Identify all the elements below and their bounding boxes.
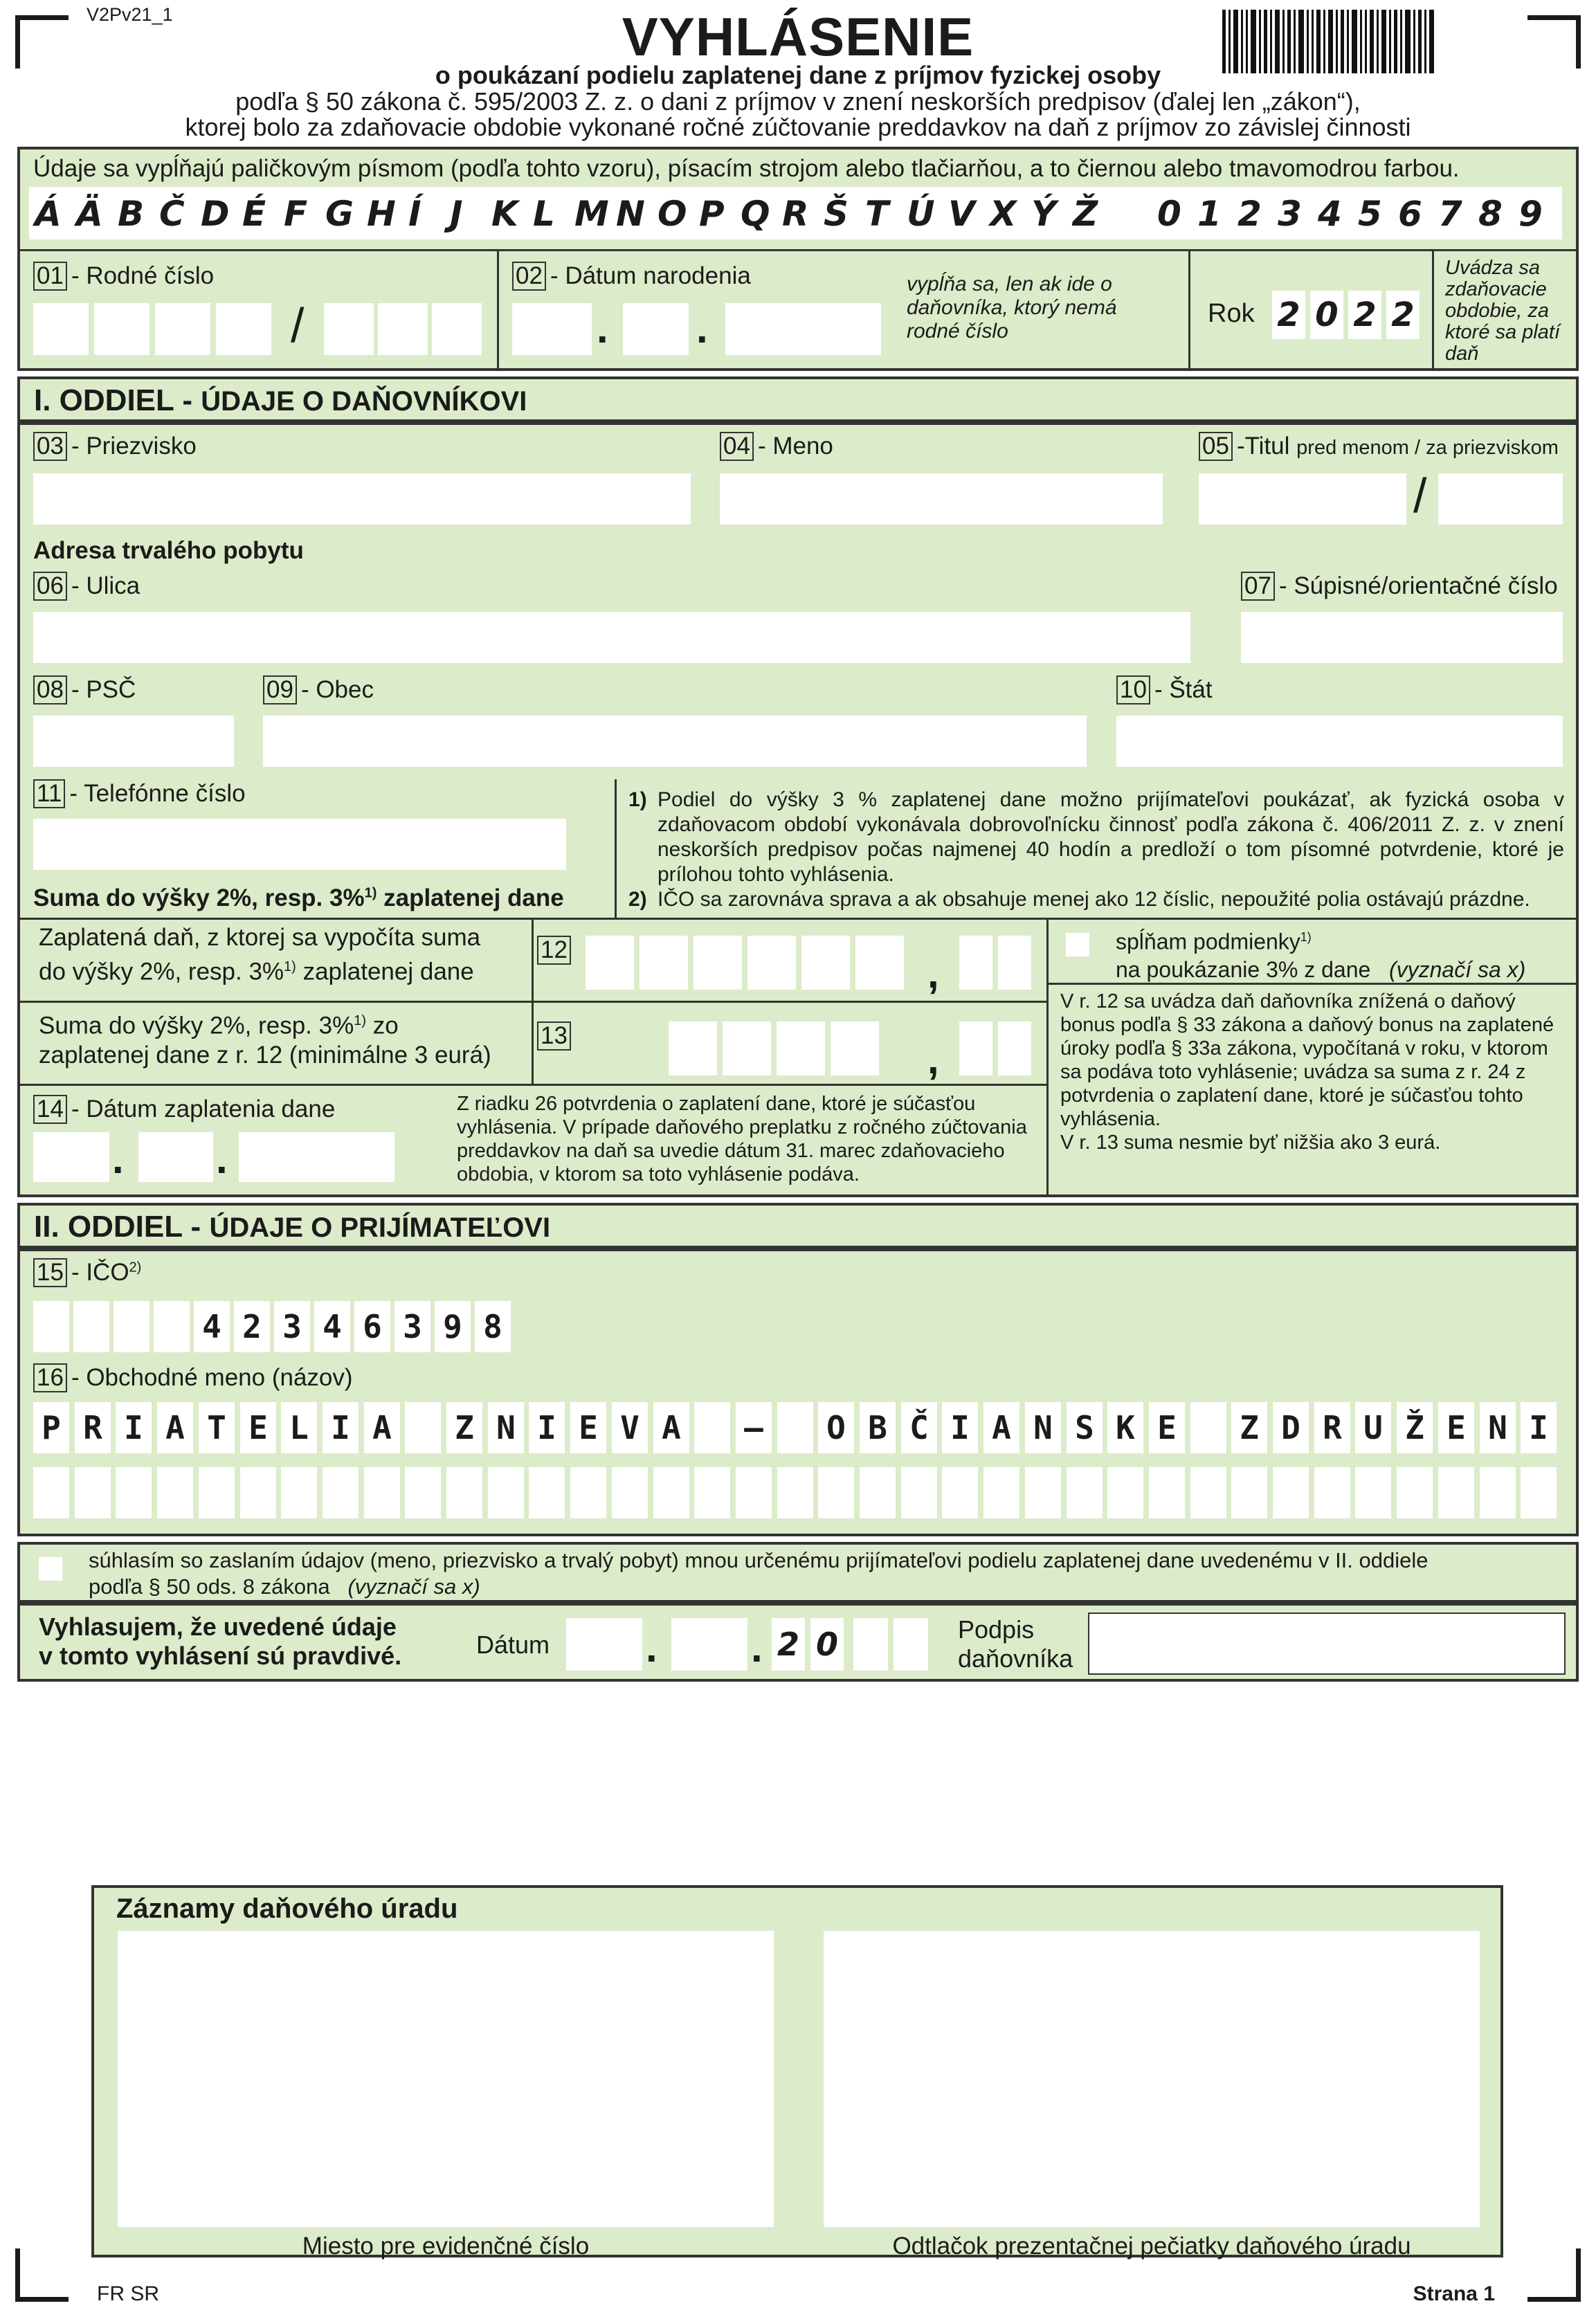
registration-number-area[interactable] (118, 1931, 774, 2227)
sample-digit: 9 (1518, 194, 1543, 234)
address-heading: Adresa trvalého pobytu (33, 537, 304, 564)
sample-digit: 8 (1478, 194, 1503, 234)
business-name-char-cell[interactable] (1190, 1467, 1226, 1518)
sample-letter: R (782, 194, 809, 234)
form-title: VYHLÁSENIE (622, 6, 974, 67)
label-surname: 03 - Priezvisko (33, 432, 197, 461)
amount-digit-cell[interactable] (747, 936, 796, 990)
ico-digit-cell[interactable] (33, 1301, 69, 1352)
business-name-char-cell[interactable]: P (33, 1402, 69, 1453)
consent-text: súhlasím so zaslaním údajov (meno, priezvisko a trvalý pobyt) mnou určenému prijímateľovi podielu zaplatenej dane uvedenému v II. oddiele podľa § 50 ods. 8 zákona (vyznačí sa x) (89, 1548, 1429, 1599)
business-name-char-cell[interactable]: L (281, 1402, 317, 1453)
field-number-01: 01 (33, 262, 67, 291)
signature-field[interactable] (1088, 1612, 1566, 1675)
label-phone: 11 - Telefónne číslo (33, 779, 246, 808)
declaration-year-digit-cell[interactable]: 0 (810, 1618, 844, 1671)
ico-digit-cell[interactable]: 4 (314, 1301, 350, 1352)
business-name-char-cell[interactable]: A (983, 1402, 1019, 1453)
footer-publisher: FR SR (97, 2282, 159, 2305)
consent-checkbox[interactable] (39, 1557, 62, 1581)
row-12-note: V r. 12 sa uvádza daň daňovníka znížená o daňový bonus podľa § 33 zákona a daňový bonus na zaplatené úroky podľa § 33a zákona, vypočítaná v roku, v ktorom sa podáva toto vyhlásenie; uvádza sa suma z r. 24 z potvrdenia o zaplatení dane, ktoré je súčasťou tohto vyhlásenia. (1060, 990, 1554, 1130)
sample-letter: P (699, 194, 725, 234)
business-name-char-cell[interactable] (199, 1467, 235, 1518)
sample-letter: N (616, 194, 645, 234)
sample-letter: V (948, 194, 975, 234)
birth-date-note: vypĺňa sa, len ak ide o daňovníka, ktorý nemá rodné číslo (907, 273, 1117, 343)
ico-input[interactable] (33, 1301, 532, 1352)
surname-input[interactable] (33, 473, 691, 525)
business-name-char-cell[interactable]: I (529, 1402, 565, 1453)
amount-digit-cell[interactable] (693, 936, 742, 990)
sample-digit: 1 (1197, 194, 1222, 234)
declaration-date-month[interactable] (671, 1618, 747, 1671)
business-name-char-cell[interactable] (942, 1467, 978, 1518)
year-digit-cell[interactable]: 0 (1310, 291, 1343, 339)
business-name-char-cell[interactable]: N (1025, 1402, 1061, 1453)
ico-digit-cell[interactable]: 9 (435, 1301, 471, 1352)
business-name-char-cell[interactable]: R (1314, 1402, 1350, 1453)
row-13-amount-input[interactable] (669, 1021, 1035, 1075)
label-postal-code: 08 - PSČ (33, 675, 136, 705)
business-name-char-cell[interactable]: I (1521, 1402, 1557, 1453)
amount-digit-cell[interactable] (831, 1021, 879, 1075)
payment-date-year[interactable] (239, 1132, 395, 1182)
label-country: 10 - Štát (1116, 675, 1213, 705)
sample-letter: J (450, 194, 463, 234)
label-business-name: 16 - Obchodné meno (názov) (33, 1363, 353, 1392)
business-name-char-cell[interactable]: E (570, 1402, 606, 1453)
alphabet-sample (35, 190, 1114, 238)
label-birth-date: 02 - Dátum narodenia (512, 262, 751, 291)
business-name-char-cell[interactable] (1273, 1467, 1309, 1518)
three-percent-checkbox[interactable] (1066, 933, 1089, 956)
divider (17, 1001, 1049, 1003)
payment-date-month[interactable] (138, 1132, 213, 1182)
row-12-amount-input[interactable] (586, 936, 1035, 990)
sample-letter: F (284, 194, 308, 234)
business-name-char-cell[interactable] (653, 1467, 689, 1518)
business-name-char-cell[interactable] (405, 1402, 441, 1453)
divider (17, 249, 1579, 251)
digit-cell[interactable] (324, 303, 374, 355)
business-name-char-cell[interactable] (1355, 1467, 1391, 1518)
sample-letter: B (118, 194, 145, 234)
section-2-title: II. ODDIEL - ÚDAJE O PRIJÍMATEĽOVI (34, 1210, 551, 1244)
label-birth-number: 01 - Rodné číslo (33, 262, 214, 291)
business-name-char-cell[interactable] (860, 1467, 896, 1518)
registration-mark-bottom-right (1527, 2248, 1581, 2302)
business-name-char-cell[interactable] (1480, 1467, 1516, 1518)
sample-letter: Š (824, 194, 849, 234)
sample-letter: Ý (1031, 194, 1057, 234)
business-name-char-cell[interactable] (488, 1467, 524, 1518)
sample-digit: 5 (1358, 194, 1382, 234)
business-name-char-cell[interactable]: B (860, 1402, 896, 1453)
declaration-year-digit-cell[interactable]: 2 (772, 1618, 805, 1671)
business-name-char-cell[interactable]: Z (1231, 1402, 1267, 1453)
digit-cell[interactable] (94, 303, 149, 355)
sample-letter: Ä (76, 194, 103, 234)
title-after-name-input[interactable] (1438, 473, 1563, 525)
ico-digit-cell[interactable]: 8 (475, 1301, 511, 1352)
business-name-char-cell[interactable] (983, 1467, 1019, 1518)
row-13-comma: , (927, 1036, 939, 1082)
sample-digit: 0 (1157, 194, 1181, 234)
business-name-char-cell[interactable] (1190, 1402, 1226, 1453)
divider (497, 249, 499, 371)
digit-cell[interactable] (378, 303, 428, 355)
sample-letter: G (325, 194, 354, 234)
ico-digit-cell[interactable] (154, 1301, 190, 1352)
business-name-char-cell[interactable]: I (942, 1402, 978, 1453)
business-name-char-cell[interactable]: E (240, 1402, 276, 1453)
business-name-char-cell[interactable] (364, 1467, 400, 1518)
business-name-char-cell[interactable] (777, 1467, 813, 1518)
fill-instructions: Údaje sa vypĺňajú paličkovým písmom (podľa tohto vzoru), písacím strojom alebo tlačiarňou, a to čiernou alebo tmavomodrou farbou. (33, 155, 1460, 182)
sample-letter: M (574, 194, 609, 234)
sample-letter: É (242, 194, 266, 234)
date-separator: . (597, 305, 608, 352)
business-name-char-cell[interactable] (323, 1467, 359, 1518)
payment-date-note: Z riadku 26 potvrdenia o zaplatení dane, ktoré je súčasťou vyhlásenia. V prípade daňového preplatku z ročného zúčtovania preddavkov na daň sa uvedie dátum 31. marec zdaňovacieho obdobia, v ktorom sa toto vyhlásenie podáva. (457, 1093, 1027, 1185)
footnote-1: Podiel do výšky 3 % zaplatenej dane možno prijímateľovi poukázať, ak fyzická osoba v zdaňovacom období vykonávala dobrovoľnícku činnosť podľa zákona č. 406/2011 Z. z. v znení neskorších predpisov počas najmenej 40 hodín a predloží o tom písomné potvrdenie, ktoré je prílohou tohto vyhlásenia. (658, 788, 1564, 886)
footnote-1-marker: 1) (628, 788, 647, 811)
business-name-char-cell[interactable]: A (653, 1402, 689, 1453)
business-name-char-cell[interactable]: S (1067, 1402, 1103, 1453)
business-name-char-cell[interactable]: E (1149, 1402, 1185, 1453)
amount-digit-cell[interactable] (586, 936, 634, 990)
date-separator: . (216, 1136, 228, 1182)
business-name-char-cell[interactable] (901, 1467, 937, 1518)
digit-cell[interactable] (432, 303, 482, 355)
cents-digit-cell[interactable] (998, 936, 1031, 990)
label-ico: 15 - IČO$^{2)}$ (33, 1258, 141, 1287)
ico-digit-cell[interactable]: 6 (354, 1301, 390, 1352)
declaration-year-digit-cell[interactable] (894, 1618, 928, 1671)
sample-digit: 4 (1318, 194, 1342, 234)
year-digit-cell[interactable]: 2 (1386, 291, 1420, 339)
label-tax-payment-date: 14 - Dátum zaplatenia dane (33, 1095, 335, 1124)
label-first-name: 04 - Meno (720, 432, 833, 461)
declaration-text: Vyhlasujem, že uvedené údaje v tomto vyhlásení sú pravdivé. (39, 1612, 402, 1670)
business-name-char-cell[interactable]: U (1355, 1402, 1391, 1453)
business-name-char-cell[interactable]: K (1107, 1402, 1143, 1453)
year-digit-cell[interactable]: 2 (1348, 291, 1381, 339)
municipality-input[interactable] (263, 716, 1087, 767)
year-note: Uvádza sa zdaňovacie obdobie, za ktoré sa platí daň (1445, 257, 1561, 365)
label-title: 05 -Titul pred menom / za priezviskom (1199, 432, 1559, 461)
ico-digit-cell[interactable]: 3 (274, 1301, 310, 1352)
divider (1188, 249, 1190, 371)
business-name-char-cell[interactable]: O (818, 1402, 854, 1453)
business-name-char-cell[interactable] (529, 1467, 565, 1518)
business-name-char-cell[interactable]: D (1273, 1402, 1309, 1453)
section-2-header (17, 1203, 1579, 1248)
ico-digit-cell[interactable] (73, 1301, 109, 1352)
business-name-char-cell[interactable] (1107, 1467, 1143, 1518)
sample-letter: O (658, 194, 687, 234)
divider (615, 779, 617, 918)
sample-letter: Í (408, 194, 421, 234)
business-name-char-cell[interactable] (736, 1467, 772, 1518)
divider (1046, 918, 1049, 1194)
footnote-2-marker: 2) (628, 888, 647, 911)
sample-digit: 6 (1398, 194, 1422, 234)
business-name-line-2[interactable] (33, 1467, 1563, 1518)
declaration-date-day[interactable] (566, 1618, 642, 1671)
business-name-char-cell[interactable]: – (736, 1402, 772, 1453)
business-name-char-cell[interactable] (612, 1467, 648, 1518)
cents-digit-cell[interactable] (959, 936, 992, 990)
divider (17, 918, 1579, 920)
sum-heading: Suma do výšky 2%, resp. 3%$^{1)}$ zaplatenej dane (33, 884, 564, 911)
business-name-char-cell[interactable]: I (116, 1402, 152, 1453)
amount-digit-cell[interactable] (855, 936, 904, 990)
business-name-char-cell[interactable] (1397, 1467, 1433, 1518)
business-name-char-cell[interactable] (75, 1467, 111, 1518)
section-1-title: I. ODDIEL - ÚDAJE O DAŇOVNÍKOVI (34, 383, 527, 417)
row-12-label: Zaplatená daň, z ktorej sa vypočíta suma do výšky 2%, resp. 3%$^{1)}$ zaplatenej dane (39, 924, 481, 985)
sample-letter: Č (159, 194, 185, 234)
row-12-comma: , (927, 950, 939, 997)
sample-letter: D (201, 194, 230, 234)
country-input[interactable] (1116, 716, 1563, 767)
registration-number-caption: Miesto pre evidenčné číslo (302, 2233, 590, 2260)
business-name-char-cell[interactable]: E (1438, 1402, 1474, 1453)
birth-date-month[interactable] (623, 303, 689, 355)
row-13-note: V r. 13 suma nesmie byť nižšia ako 3 eurá. (1060, 1132, 1441, 1154)
label-year: Rok (1208, 299, 1255, 328)
three-percent-label: spĺňam podmienky$^{1)}$ na poukázanie 3% z dane (vyznačí sa x) (1116, 929, 1526, 982)
date-separator: . (112, 1136, 124, 1182)
date-separator: . (751, 1624, 763, 1671)
label-street: 06 - Ulica (33, 572, 140, 601)
legal-basis-line-2: ktorej bolo za zdaňovacie obdobie vykonané ročné zúčtovanie preddavkov na daň z príjmov zo závislej činnosti (185, 113, 1411, 141)
cents-digit-cell[interactable] (959, 1021, 992, 1075)
birth-number-part-2[interactable] (324, 303, 483, 355)
digit-cell[interactable] (155, 303, 210, 355)
label-date: Dátum (476, 1630, 550, 1659)
payment-date-day[interactable] (33, 1132, 109, 1182)
cents-digit-cell[interactable] (998, 1021, 1031, 1075)
birth-number-separator: / (291, 298, 305, 352)
business-name-char-cell[interactable] (1314, 1467, 1350, 1518)
year-field[interactable] (1272, 291, 1424, 339)
business-name-char-cell[interactable]: N (1480, 1402, 1516, 1453)
business-name-char-cell[interactable] (570, 1467, 606, 1518)
footnote-2: IČO sa zarovnáva sprava a ak obsahuje menej ako 12 číslic, nepoužité polia ostávajú prázdne. (658, 888, 1530, 911)
street-input[interactable] (33, 612, 1190, 663)
ico-digit-cell[interactable]: 2 (234, 1301, 270, 1352)
first-name-input[interactable] (720, 473, 1163, 525)
digit-cell[interactable] (216, 303, 271, 355)
tax-office-title: Záznamy daňového úradu (116, 1893, 458, 1924)
registration-mark-bottom-left (15, 2248, 69, 2302)
business-name-char-cell[interactable]: T (199, 1402, 235, 1453)
digit-cell[interactable] (33, 303, 89, 355)
business-name-char-cell[interactable] (1067, 1467, 1103, 1518)
business-name-char-cell[interactable]: V (612, 1402, 648, 1453)
sample-letter: Á (35, 194, 62, 234)
sample-letter: Q (741, 194, 770, 234)
business-name-char-cell[interactable] (694, 1467, 730, 1518)
business-name-char-cell[interactable]: Z (446, 1402, 482, 1453)
sample-letter: K (491, 194, 518, 234)
stamp-caption: Odtlačok prezentačnej pečiatky daňového úradu (892, 2233, 1411, 2260)
ico-digit-cell[interactable]: 4 (194, 1301, 230, 1352)
title-before-name-input[interactable] (1199, 473, 1406, 525)
date-separator: . (646, 1624, 658, 1671)
business-name-char-cell[interactable] (157, 1467, 193, 1518)
digit-sample (1157, 190, 1559, 238)
business-name-char-cell[interactable] (1149, 1467, 1185, 1518)
sample-letter: Ú (907, 194, 935, 234)
business-name-char-cell[interactable] (1025, 1467, 1061, 1518)
divider (17, 1084, 1049, 1086)
business-name-char-cell[interactable]: A (364, 1402, 400, 1453)
business-name-char-cell[interactable] (281, 1467, 317, 1518)
business-name-char-cell[interactable] (116, 1467, 152, 1518)
amount-digit-cell[interactable] (801, 936, 850, 990)
sample-letter: L (533, 194, 555, 234)
birth-date-year[interactable] (725, 303, 881, 355)
ico-digit-cell[interactable] (114, 1301, 149, 1352)
sample-letter: H (367, 194, 396, 234)
section-1-header (17, 376, 1579, 422)
declaration-year-digit-cell[interactable] (853, 1618, 888, 1671)
business-name-char-cell[interactable]: R (75, 1402, 111, 1453)
sample-letter: X (990, 194, 1017, 234)
business-name-char-cell[interactable] (405, 1467, 441, 1518)
house-number-input[interactable] (1241, 612, 1563, 663)
business-name-char-cell[interactable] (446, 1467, 482, 1518)
business-name-char-cell[interactable] (694, 1402, 730, 1453)
amount-digit-cell[interactable] (669, 1021, 717, 1075)
signature-label: Podpis daňovníka (958, 1615, 1073, 1673)
business-name-char-cell[interactable] (818, 1467, 854, 1518)
business-name-char-cell[interactable] (1521, 1467, 1557, 1518)
date-separator: . (696, 305, 708, 352)
birth-date-day[interactable] (512, 303, 592, 355)
title-separator: / (1413, 469, 1427, 523)
row-12-number: 12 (537, 936, 575, 965)
legal-basis-line-1: podľa § 50 zákona č. 595/2003 Z. z. o dani z príjmov v znení neskorších predpisov (ďalej len „zákon“), (235, 87, 1361, 116)
declaration-date-year[interactable] (772, 1618, 931, 1671)
postal-code-input[interactable] (33, 716, 234, 767)
business-name-char-cell[interactable]: I (323, 1402, 359, 1453)
sample-letter: Ž (1073, 194, 1098, 234)
stamp-area[interactable] (824, 1931, 1480, 2227)
business-name-char-cell[interactable] (33, 1467, 69, 1518)
year-digit-cell[interactable]: 2 (1272, 291, 1305, 339)
form-code: V2Pv21_1 (87, 4, 173, 25)
business-name-char-cell[interactable] (1231, 1467, 1267, 1518)
amount-digit-cell[interactable] (640, 936, 688, 990)
business-name-line-1[interactable] (33, 1402, 1563, 1453)
business-name-char-cell[interactable]: A (157, 1402, 193, 1453)
field-number-02: 02 (512, 262, 546, 291)
form-subtitle: o poukázaní podielu zaplatenej dane z príjmov fyzickej osoby (435, 61, 1161, 89)
row-13-number: 13 (537, 1021, 575, 1051)
business-name-char-cell[interactable] (1438, 1467, 1474, 1518)
page-number: Strana 1 (1413, 2282, 1495, 2305)
business-name-char-cell[interactable]: N (488, 1402, 524, 1453)
business-name-char-cell[interactable] (240, 1467, 276, 1518)
phone-input[interactable] (33, 819, 566, 870)
label-house-number: 07 - Súpisné/orientačné číslo (1241, 572, 1558, 601)
amount-digit-cell[interactable] (723, 1021, 771, 1075)
business-name-char-cell[interactable]: Č (901, 1402, 937, 1453)
sample-digit: 3 (1278, 194, 1302, 234)
barcode (1222, 10, 1437, 73)
sample-digit: 2 (1237, 194, 1262, 234)
business-name-char-cell[interactable] (777, 1402, 813, 1453)
sample-digit: 7 (1438, 194, 1462, 234)
business-name-char-cell[interactable]: Ž (1397, 1402, 1433, 1453)
amount-digit-cell[interactable] (777, 1021, 825, 1075)
label-municipality: 09 - Obec (263, 675, 374, 705)
row-13-label: Suma do výšky 2%, resp. 3%$^{1)}$ zo zaplatenej dane z r. 12 (minimálne 3 eurá) (39, 1012, 491, 1069)
divider (1432, 249, 1434, 371)
sample-letter: T (865, 194, 889, 234)
birth-number-part-1[interactable] (33, 303, 275, 355)
ico-digit-cell[interactable]: 3 (395, 1301, 430, 1352)
